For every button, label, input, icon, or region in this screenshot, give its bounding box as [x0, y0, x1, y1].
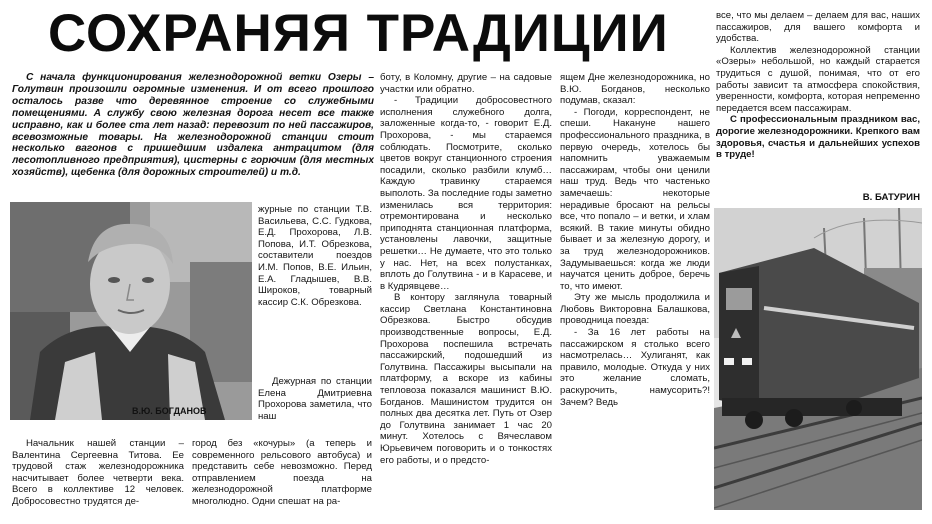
column-e-text-1: ящем Дне железнодорожника, но В.Ю. Богданов, несколько подумав, сказал: — [560, 72, 710, 107]
intro-lead — [12, 72, 374, 200]
column-b-text: Начальник нашей станции – Валентина Сергеевна Титова. Ее трудовой стаж железнодорожника насчитывает более четверти века. Всего в коллективе 12 человек. Добросовестно трудятся де- — [12, 438, 184, 507]
intro-text: С начала функционирования железнодорожной ветки Озеры – Голутвин произошли огромные изменения. И от всего прошлого осталось разве что деревянное строение со служебными помещениями. А службу свою железная дорога несет все также исправно, как и более ста лет назад: перевозит по ней пассажиров, всевозможные товары. На железнодорожной станции стоит несколько вагонов с пришедшим издалека антрацитом (для лесотопливного предприятия), цистерны с горючим (для местных хозяйств), щебенка (для дорожных строителей) и т.д. — [12, 72, 374, 179]
locomotive-image — [714, 208, 922, 510]
column-e-text-2: - Погоди, корреспондент, не спеши. Накануне нашего профессионального праздника, в первую очередь, хотелось бы напомнить уважаемым пассажирам, чтобы они ценили наш труд. Ведь что частенько замечаешь: некоторые нерадивые бросают на рельсы все, что попало – и ветки, и хлам всякий. В такие минуты обидно бывает и за железную дорогу, и за труд железнодорожников. Задумываешься: когда же люди научатся ценить доброе, беречь то, что имеют. — [560, 106, 710, 292]
column-f — [716, 10, 920, 196]
column-a — [258, 204, 372, 374]
headline: СОХРАНЯЯ ТРАДИЦИИ — [48, 4, 669, 63]
photo1-caption: В.Ю. БОГДАНОВ — [132, 406, 207, 416]
column-b — [12, 438, 184, 522]
portrait-image — [10, 202, 252, 420]
column-f-text-1: все, что мы делаем – делаем для вас, наших пассажиров, для вашего комфорта и удобства. — [716, 10, 920, 45]
column-e-text-4: - За 16 лет работы на пассажирском я столько всего насмотрелась… Хулиганят, как правило, молодые. Откуда у них это желание сломать, раскурочить, намусорить?! Зачем? Ведь — [560, 327, 710, 408]
column-e-text-3: Эту же мысль продолжила и Любовь Викторовна Балашкова, проводница поезда: — [560, 292, 710, 327]
column-c — [192, 438, 372, 522]
column-c-text: город без «кочуры» (а теперь и современного рельсового автобуса) и представить себе невозможно. Перед отправлением поезда на железнодорожной платформе многолюдно. Одни спешат на ра- — [192, 438, 372, 507]
column-d-text-2: - Традиции добросовестного исполнения служебного долга, заложенные когда-то, - говорит Е.Д. Прохорова, - мы стараемся соблюдать. Посмотрите, сколько цветов вокруг станционного строения посадили, сколько разбили клумб… Каждую травинку стараемся выполоть. За последние годы заметно изменилась вся территория: отремонтирована и несколько приподнята станционная платформа, установлены лавочки, защитные решетки… Не думаете, что это только у нас. Нет, на всех полустанках, вплоть до Голутвина - и в Карасеве, и в Кудрявцеве… — [380, 95, 552, 292]
column-d-text-1: боту, в Коломну, другие – на садовые участки или обратно. — [380, 72, 552, 95]
column-a-text: журные по станции Т.В. Васильева, С.С. Гудкова, Е.Д. Прохорова, Л.В. Попова, И.Т. Обрезкова, составители поездов И.М. Попов, В.Е. Ильин, Е.А. Гладышев, В.В. Широков, товарный кассир С.К. Обрезкова. — [258, 204, 372, 308]
column-a2-text: Дежурная по станции Елена Дмитриевна Прохорова заметила, что наш — [258, 376, 372, 422]
photo-driver-portrait — [10, 202, 252, 420]
column-f-text-2: Коллектив железнодорожной станции «Озеры» небольшой, но каждый старается трудиться с душой, понимая, что от его работы зависит та атмосфера спокойствия, уверенности, комфорта, которая непременно передается всем пассажирам. — [716, 44, 920, 114]
photo-locomotive — [714, 208, 922, 510]
column-d-text-3: В контору заглянула товарный кассир Светлана Константиновна Обрезкова. Быстро обсудив производственные вопросы, Е.Д. Прохорова поспешила встречать пассажирский, подошедший из Голутвина. Пассажиры высыпали на платформу, а вскоре из кабины тепловоза показался машинист В.Ю. Богданов. Машинистом трудится он полных два десятка лет. Путь от Озер до Голутвина занимает 1 час 20 минут. Хотелось с Вячеславом Юрьевичем поговорить и о тонкостях его работы, и о предсто- — [380, 292, 552, 466]
column-a2 — [258, 376, 372, 436]
column-e — [560, 72, 710, 522]
author-signature: В. БАТУРИН — [862, 192, 920, 203]
column-d — [380, 72, 552, 522]
column-f-text-3: С профессиональным праздником вас, дорогие железнодорожники. Крепкого вам здоровья, счастья и дальнейших успехов в труде! — [716, 114, 920, 161]
